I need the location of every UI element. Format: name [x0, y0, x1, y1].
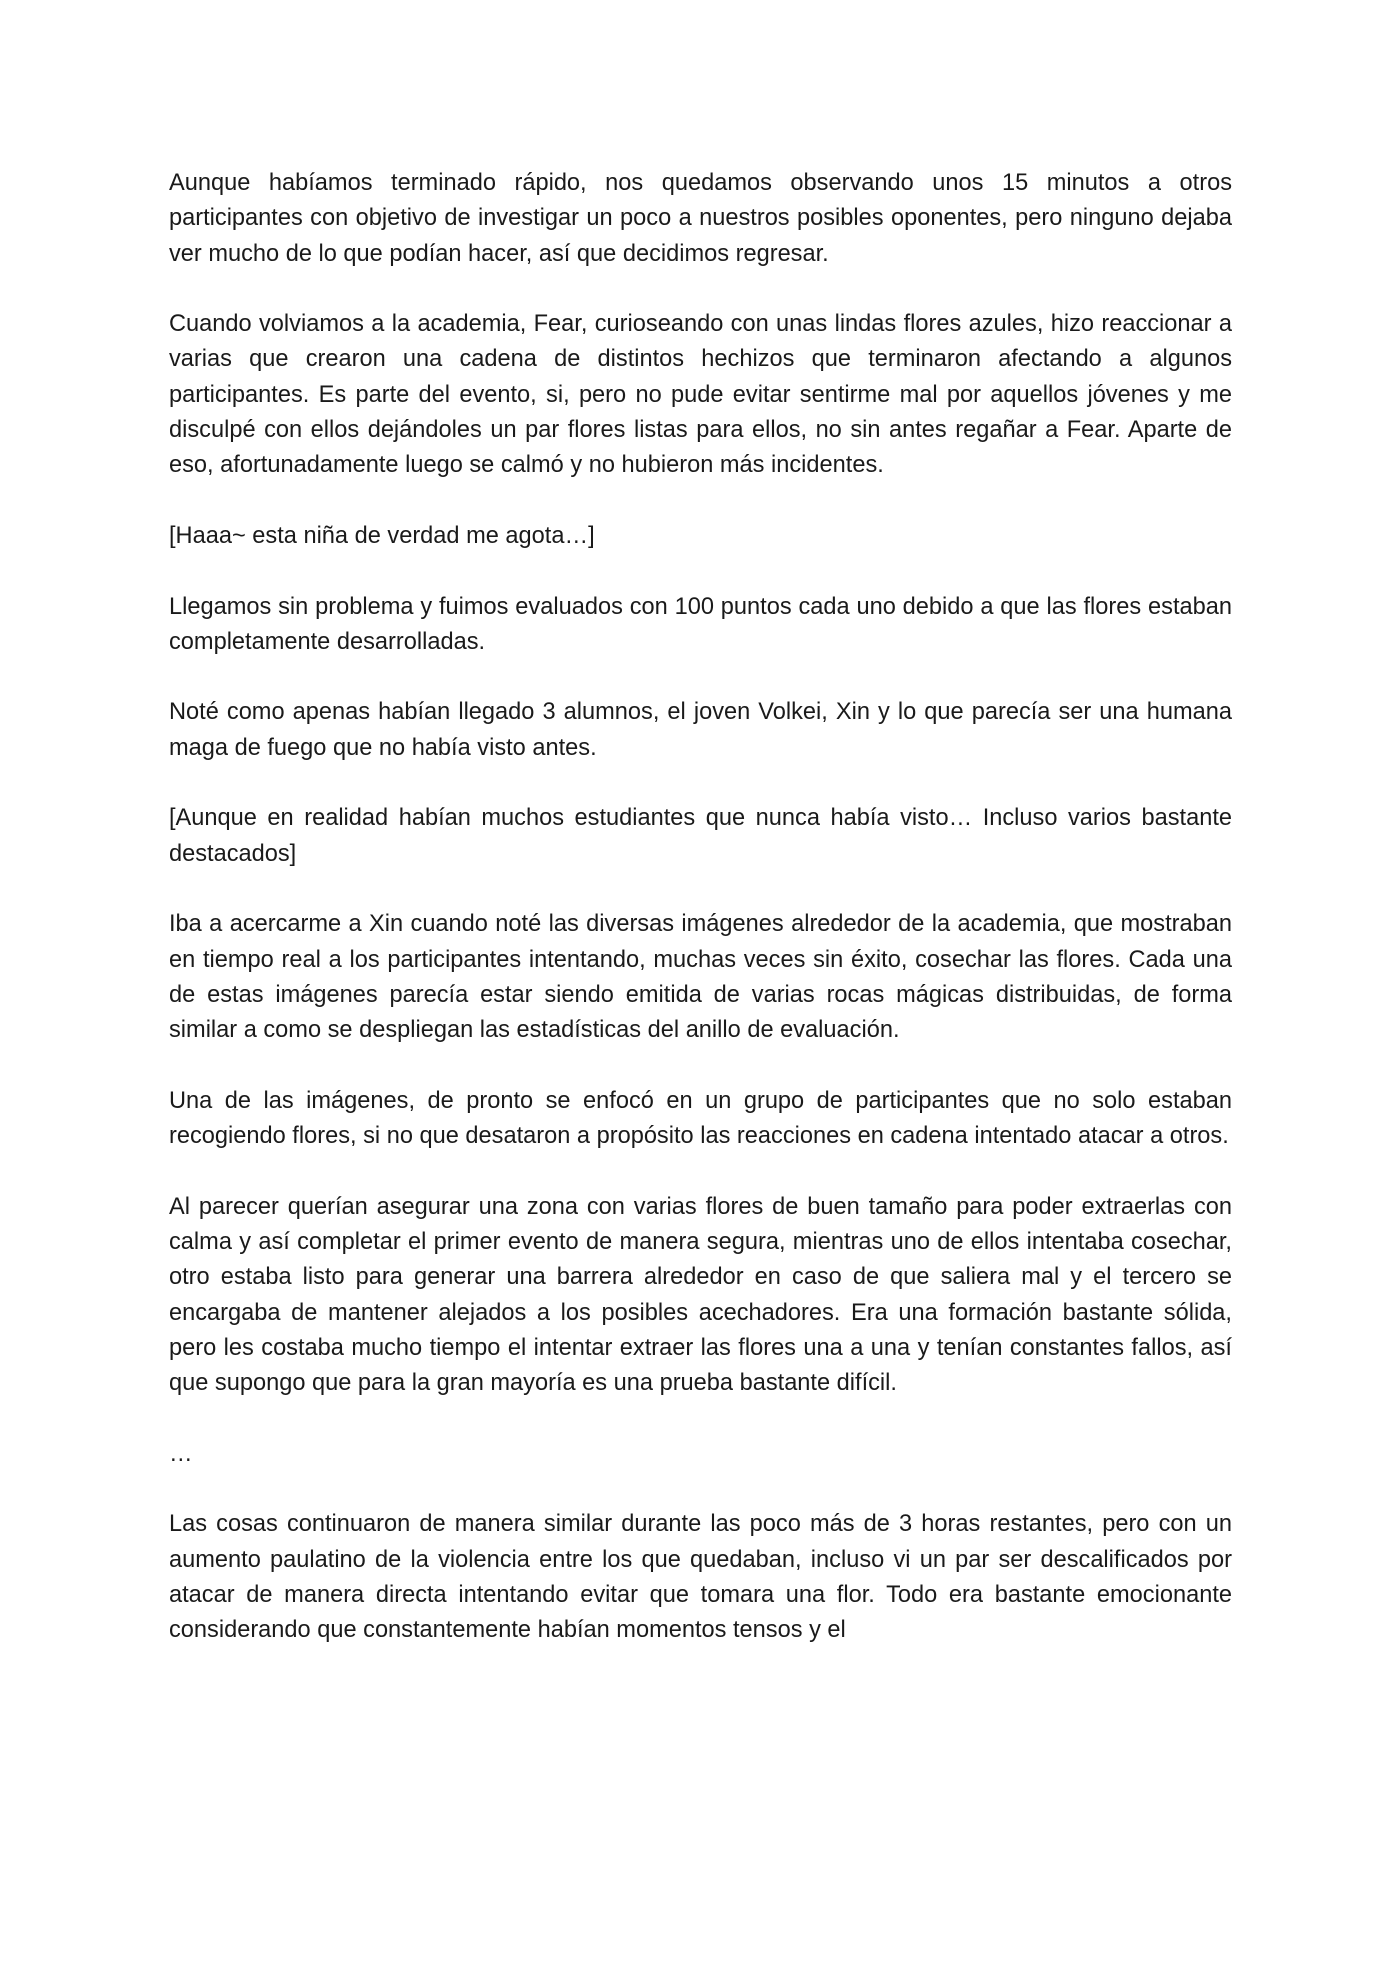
paragraph: Noté como apenas habían llegado 3 alumnos, el joven Volkei, Xin y lo que parecía ser una humana maga de fuego que no había visto antes. — [169, 699, 1232, 761]
paragraph: Una de las imágenes, de pronto se enfocó en un grupo de participantes que no solo estaban recogiendo flores, si no que desataron a propósito las reacciones en cadena intentado atacar a otros. — [169, 1087, 1232, 1150]
paragraph: Aunque habíamos terminado rápido, nos quedamos observando unos 15 minutos a otros participantes con objetivo de investigar un poco a nuestros posibles oponentes, pero ninguno dejaba ver mucho de lo que podían hacer, así que decidimos regresar. — [169, 170, 1232, 267]
paragraph: [Aunque en realidad habían muchos estudiantes que nunca había visto… Incluso varios bastante destacados] — [169, 805, 1232, 867]
paragraph: Las cosas continuaron de manera similar durante las poco más de 3 horas restantes, pero con un aumento paulatino de la violencia entre los que quedaban, incluso vi un par ser descalificados por atacar de manera directa intentando evitar que tomara una flor. Todo era bastante emocionante considerando que constantemente habían momentos tensos y el — [169, 1511, 1232, 1644]
scene-break: … — [169, 1440, 193, 1467]
paragraph: Cuando volviamos a la academia, Fear, curioseando con unas lindas flores azules, hizo reaccionar a varias que crearon una cadena de distintos hechizos que terminaron afectando a algunos participantes. Es parte del evento, si, pero no pude evitar sentirme mal por aquellos jóvenes y me disculpé con ellos dejándoles un par flores listas para ellos, no sin antes regañar a Fear. Aparte de eso, afortunadamente luego se calmó y no hubieron más incidentes. — [169, 311, 1232, 479]
paragraph: [Haaa~ esta niña de verdad me agota…] — [169, 522, 595, 549]
paragraph: Al parecer querían asegurar una zona con varias flores de buen tamaño para poder extraerlas con calma y así completar el primer evento de manera segura, mientras uno de ellos intentaba cosechar, otro estaba listo para generar una barrera alrededor en caso de que saliera mal y el tercero se encargaba de mantener alejados a los posibles acechadores. Era una formación bastante sólida, pero les costaba mucho tiempo el intentar extraer las flores una a una y tenían constantes fallos, así que supongo que para la gran mayoría es una prueba bastante difícil. — [169, 1193, 1232, 1397]
document-body — [169, 166, 1232, 1684]
paragraph: Llegamos sin problema y fuimos evaluados con 100 puntos cada uno debido a que las flores estaban completamente desarrolladas. — [169, 593, 1232, 655]
paragraph: Iba a acercarme a Xin cuando noté las diversas imágenes alrededor de la academia, que mostraban en tiempo real a los participantes intentando, muchas veces sin éxito, cosechar las flores. Cada una de estas imágenes parecía estar siendo emitida de varias rocas mágicas distribuidas, de forma similar a como se despliegan las estadísticas del anillo de evaluación. — [169, 911, 1232, 1044]
